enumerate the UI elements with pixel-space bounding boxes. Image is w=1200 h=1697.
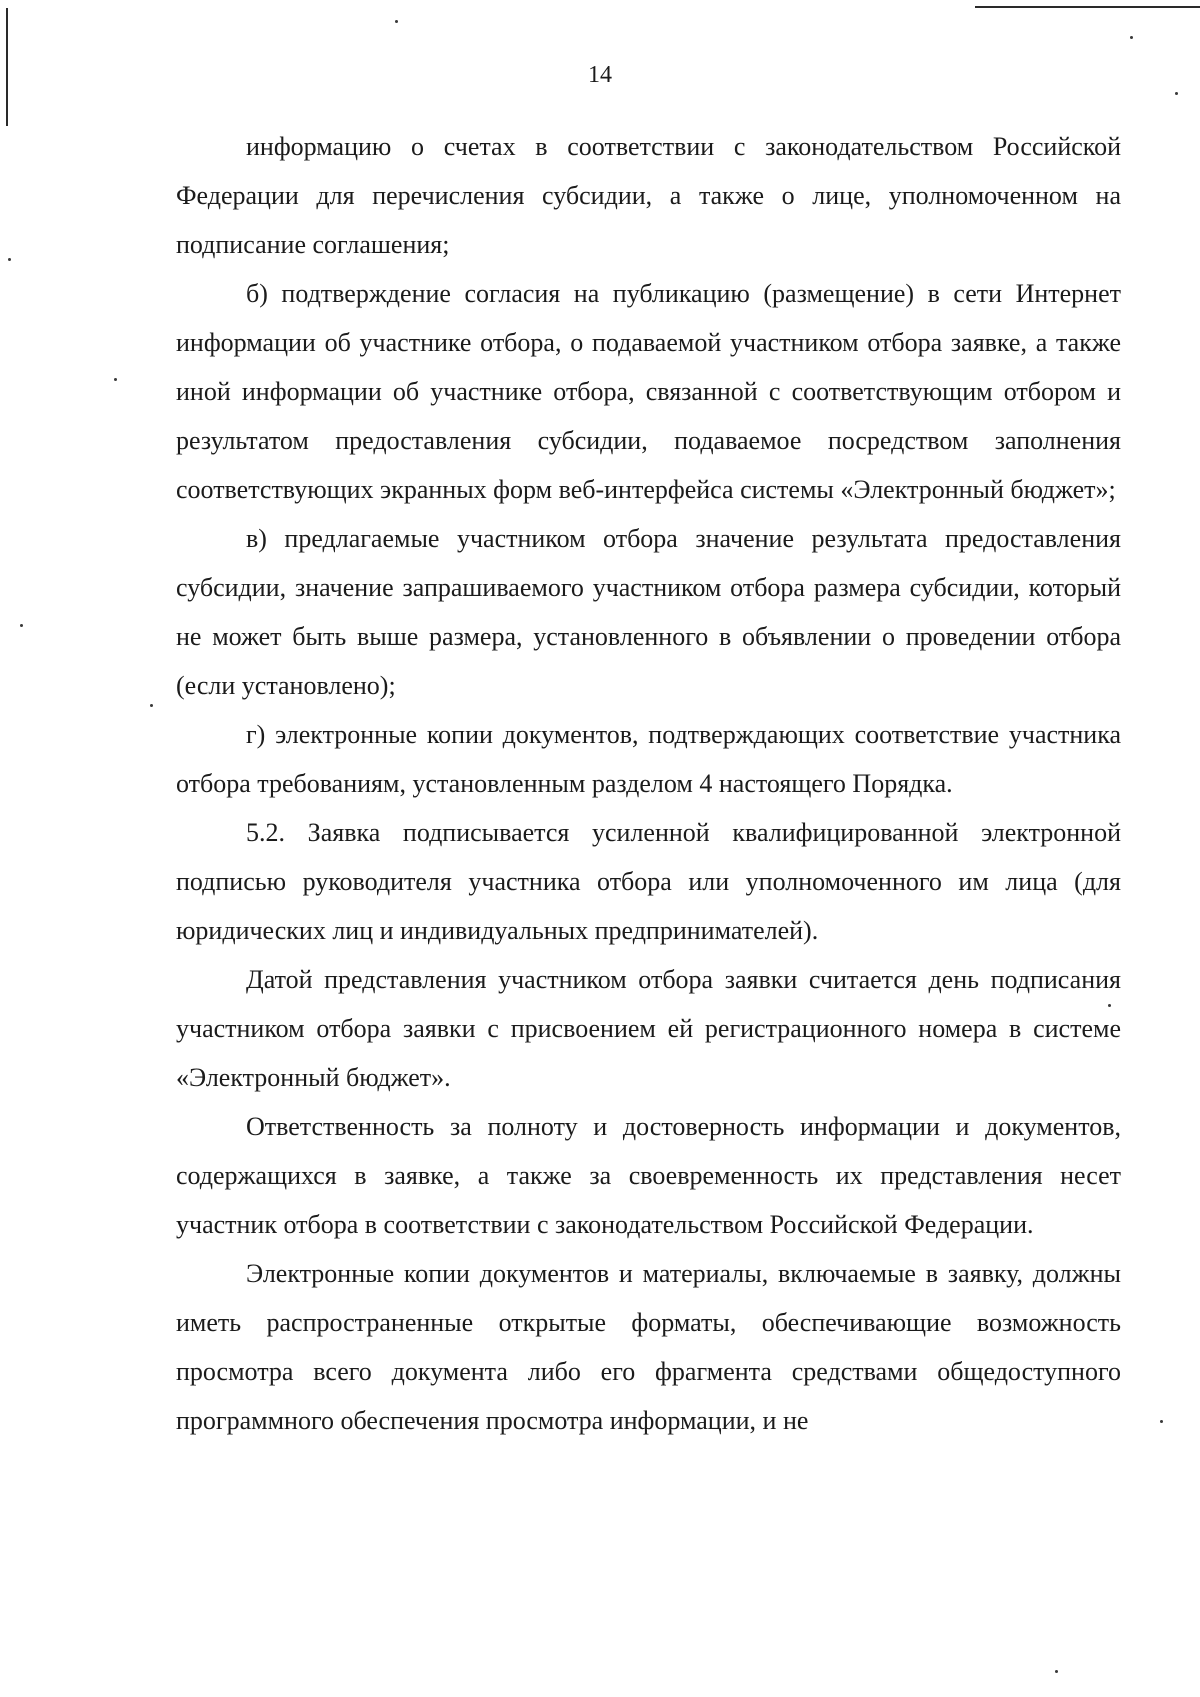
scan-speckle xyxy=(1130,36,1133,39)
paragraph-item-b: б) подтверждение согласия на публикацию (размещение) в сети Интернет информации об участнике отбора, о подаваемой участником отбора заявке, а также иной информации об участнике отбора, связанной с соответствующим отбором и результатом предоставления субсидии, подаваемое посредством заполнения соответствующих экранных форм веб-интерфейса системы «Электронный бюджет»; xyxy=(176,279,1121,504)
scan-speckle xyxy=(395,20,398,23)
paragraph-item-g: г) электронные копии документов, подтверждающих соответствие участника отбора требованиям, установленным разделом 4 настоящего Порядка. xyxy=(176,720,1121,798)
scan-speckle xyxy=(114,378,117,381)
paragraph-electronic-copies: Электронные копии документов и материалы, включаемые в заявку, должны иметь распространенные открытые форматы, обеспечивающие возможность просмотра всего документа либо его фрагмента средствами общедоступного программного обеспечения просмотра информации, и не xyxy=(176,1259,1121,1435)
scan-speckle xyxy=(1175,92,1178,95)
scan-speckle xyxy=(8,258,11,261)
paragraph-account-info: информацию о счетах в соответствии с законодательством Российской Федерации для перечисления субсидии, а также о лице, уполномоченном на подписание соглашения; xyxy=(176,132,1121,259)
scan-speckle xyxy=(1055,1670,1058,1673)
scan-edge-line-top xyxy=(975,6,1200,8)
paragraph-responsibility: Ответственность за полноту и достоверность информации и документов, содержащихся в заявке, а также за своевременность их представления несет участник отбора в соответствии с законодательством Российской Федерации. xyxy=(176,1112,1121,1239)
scan-speckle xyxy=(20,624,23,627)
scan-speckle xyxy=(1160,1420,1163,1423)
paragraph-item-v: в) предлагаемые участником отбора значение результата предоставления субсидии, значение запрашиваемого участником отбора размера субсидии, который не может быть выше размера, установленного в объявлении о проведении отбора (если установлено); xyxy=(176,524,1121,700)
body-text xyxy=(176,122,1121,1445)
paragraph-5-2: 5.2. Заявка подписывается усиленной квалифицированной электронной подписью руководителя участника отбора или уполномоченного им лица (для юридических лиц и индивидуальных предпринимателей). xyxy=(176,818,1121,945)
page-number: 14 xyxy=(588,62,612,88)
scan-speckle xyxy=(1108,1004,1111,1007)
scan-speckle xyxy=(150,704,153,707)
paragraph-submission-date: Датой представления участником отбора заявки считается день подписания участником отбора заявки с присвоением ей регистрационного номера в системе «Электронный бюджет». xyxy=(176,965,1121,1092)
